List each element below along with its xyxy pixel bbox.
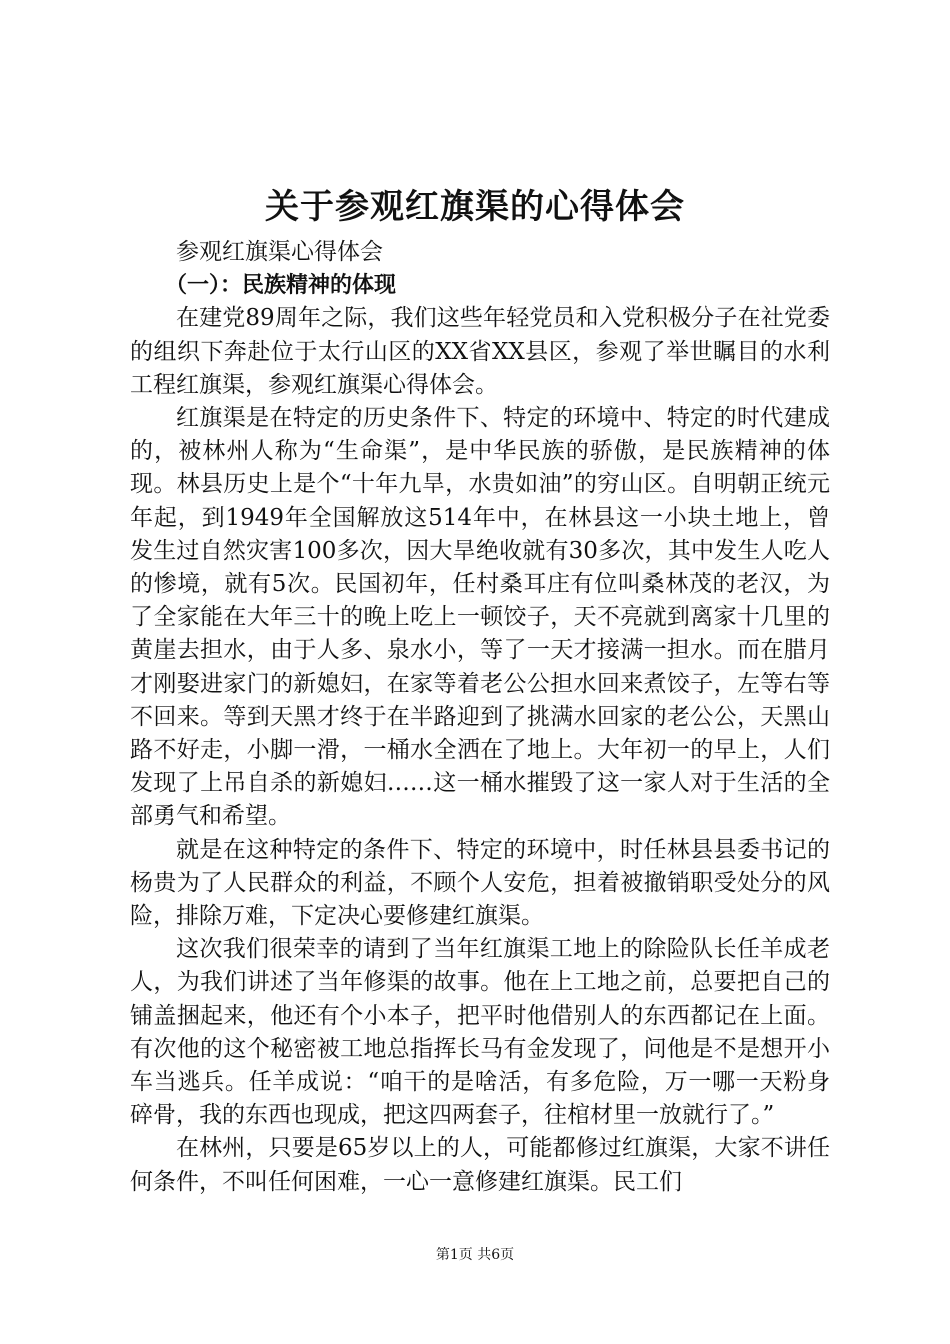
paragraph-4: 这次我们很荣幸的请到了当年红旗渠工地上的除险队长任羊成老人，为我们讲述了当年修渠的故事。他在上工地之前，总要把自己的铺盖捆起来，他还有个小本子，把平时他借别人的东西都记在上面。有次他的这个秘密被工地总指挥长马有金发现了，问他是不是想开小车当逃兵。任羊成说：“咱干的是啥活，有多危险，万一哪一天粉身碎骨，我的东西也现成，把这四两套子，往棺材里一放就行了。” <box>130 936 830 1129</box>
paragraph-5: 在林州，只要是65岁以上的人，可能都修过红旗渠，大家不讲任何条件，不叫任何困难，一心一意修建红旗渠。民工们 <box>130 1135 830 1195</box>
paragraph-1: 在建党89周年之际，我们这些年轻党员和入党积极分子在社党委的组织下奔赴位于太行山区的XX省XX县区，参观了举世瞩目的水利工程红旗渠，参观红旗渠心得体会。 <box>130 305 830 398</box>
paragraph-2: 红旗渠是在特定的历史条件下、特定的环境中、特定的时代建成的，被林州人称为“生命渠”，是中华民族的骄傲，是民族精神的体现。林县历史上是个“十年九旱，水贵如油”的穷山区。自明朝正统元年起，到1949年全国解放这514年中，在林县这一小块土地上，曾发生过自然灾害100多次，因大旱绝收就有30多次，其中发生人吃人的惨境，就有5次。民国初年，任村桑耳庄有位叫桑林茂的老汉，为了全家能在大年三十的晚上吃上一顿饺子，天不亮就到离家十几里的黄崖去担水，由于人多、泉水小，等了一天才接满一担水。而在腊月才刚娶进家门的新媳妇，在家等着老公公担水回来煮饺子，左等右等不回来。等到天黑才终于在半路迎到了挑满水回家的老公公，天黑山路不好走，小脚一滑，一桶水全洒在了地上。大年初一的早上，人们发现了上吊自杀的新媳妇……这一桶水摧毁了这一家人对于生活的全部勇气和希望。 <box>130 405 830 830</box>
section-heading: （一）：民族精神的体现 <box>165 273 397 299</box>
page-number-footer: 第1页 共6页 <box>435 1247 515 1263</box>
document-body <box>130 236 830 1199</box>
document-title: 关于参观红旗渠的心得体会 <box>265 187 685 227</box>
document-subtitle: 参观红旗渠心得体会 <box>176 239 383 265</box>
paragraph-3: 就是在这种特定的条件下、特定的环境中，时任林县县委书记的杨贵为了人民群众的利益，不顾个人安危，担着被撤销职受处分的风险，排除万难，下定决心要修建红旗渠。 <box>130 836 830 930</box>
